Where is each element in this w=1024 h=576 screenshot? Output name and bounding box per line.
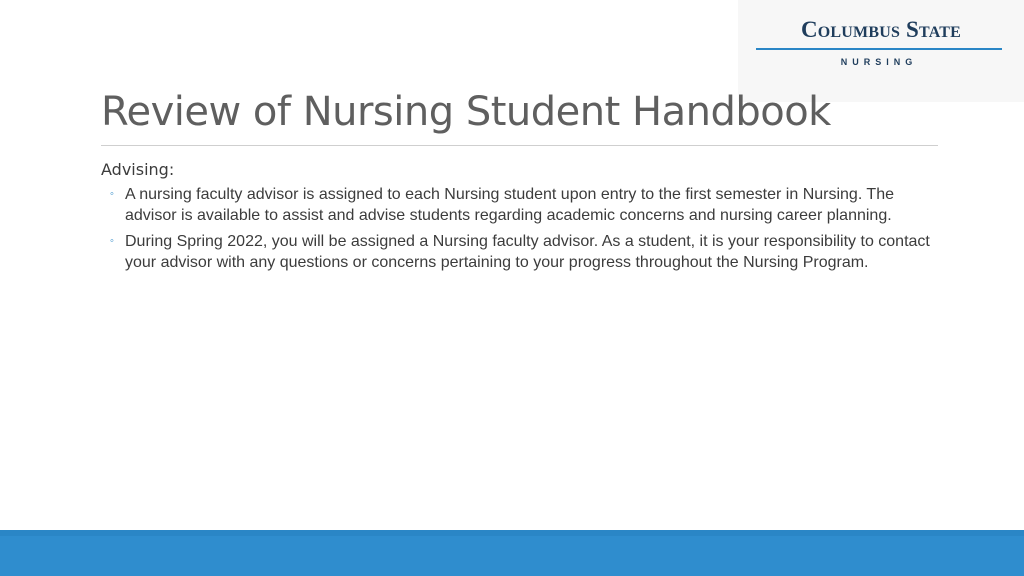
- bullet-item: [101, 231, 941, 273]
- bullet-circle-icon: ◦: [110, 235, 114, 247]
- bullet-text: A nursing faculty advisor is assigned to each Nursing student upon entry to the first semester in Nursing. The advisor is available to assist and advise students regarding academic concerns and nursing career planning.: [125, 186, 894, 224]
- slide-title: Review of Nursing Student Handbook: [101, 89, 831, 135]
- bullet-item: [101, 184, 941, 226]
- bullet-text: During Spring 2022, you will be assigned a Nursing faculty advisor. As a student, it is your responsibility to contact your advisor with any questions or concerns pertaining to your progress throughout the Nursing Program.: [125, 233, 930, 271]
- logo-divider: [756, 48, 1002, 50]
- section-heading: Advising:: [101, 160, 175, 179]
- logo-subtitle: NURSING: [840, 57, 918, 67]
- slide-content: [101, 158, 941, 278]
- title-divider: [101, 145, 938, 146]
- footer-band-fill: [0, 536, 1024, 576]
- columbus-state-logo: Columbus State: [800, 17, 962, 42]
- bullet-circle-icon: ◦: [110, 188, 114, 200]
- bullet-list: [101, 184, 941, 273]
